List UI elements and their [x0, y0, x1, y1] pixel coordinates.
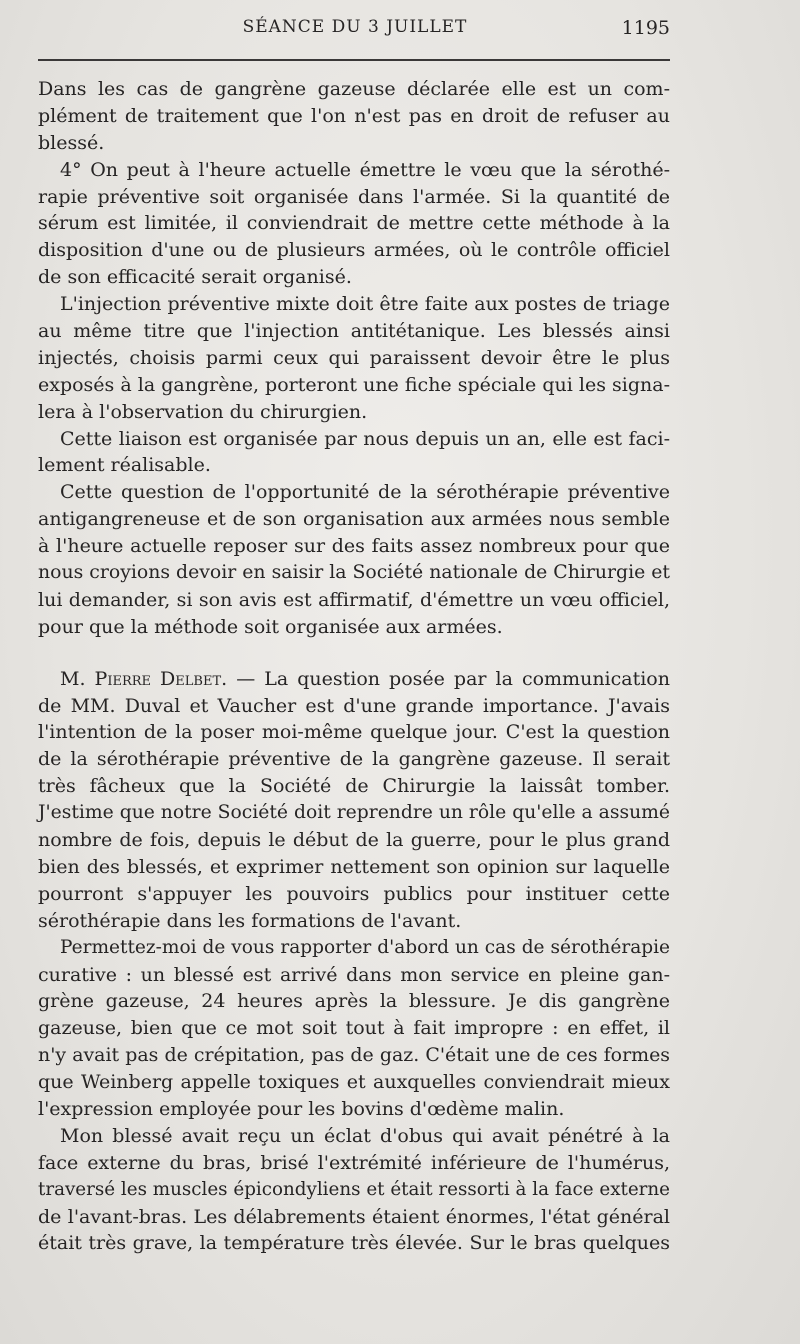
text-line: L'injection préventive mixte doit être faite aux postes de triage	[60, 293, 670, 316]
text-line: au même titre que l'injection antitétanique. Les blessés ainsi	[38, 320, 670, 343]
paragraph-8	[38, 1123, 670, 1257]
page-header	[40, 17, 670, 47]
text-line: de MM. Duval et Vaucher est d'une grande importance. J'avais	[38, 694, 670, 717]
text-line: gazeuse, bien que ce mot soit tout à fait impropre : en effet, il	[38, 1017, 670, 1040]
paragraph-6	[38, 666, 670, 935]
text-line: lui demander, si son avis est affirmatif, d'émettre un vœu officiel,	[38, 588, 670, 611]
text-line: n'y avait pas de crépitation, pas de gaz. C'était une de ces formes	[38, 1044, 670, 1067]
text-line: pourront s'appuyer les pouvoirs publics pour instituer cette	[38, 882, 670, 905]
text-line: sérum est limitée, il conviendrait de mettre cette méthode à la	[38, 212, 670, 235]
paragraph-3	[38, 291, 670, 425]
text-line: traversé les muscles épicondyliens et était ressorti à la face externe	[38, 1178, 670, 1200]
body-text	[38, 76, 670, 1257]
text-line: Permettez-moi de vous rapporter d'abord un cas de sérothérapie	[60, 936, 670, 958]
text-line: Cette liaison est organisée par nous depuis un an, elle est faci-	[60, 427, 670, 450]
text-line: était très grave, la température très élevée. Sur le bras quelques	[38, 1232, 670, 1255]
text-line: lera à l'observation du chirurgien.	[38, 400, 368, 423]
text-line: injectés, choisis parmi ceux qui paraissent devoir être le plus	[38, 346, 670, 369]
paragraph-2	[38, 157, 670, 291]
text-line: sérothérapie dans les formations de l'avant.	[38, 909, 462, 932]
text-line: de l'avant-bras. Les délabrements étaient énormes, l'état général	[38, 1205, 670, 1228]
text-line: Dans les cas de gangrène gazeuse déclarée elle est un com-	[38, 78, 670, 100]
text-line: blessé.	[38, 131, 105, 154]
text-line: face externe du bras, brisé l'extrémité inférieure de l'humérus,	[38, 1151, 670, 1174]
text-line: Mon blessé avait reçu un éclat d'obus qui avait pénétré à la	[60, 1124, 670, 1147]
text-line: pour que la méthode soit organisée aux armées.	[38, 615, 503, 638]
text-line: exposés à la gangrène, porteront une fiche spéciale qui les signa-	[38, 373, 670, 396]
text-line: de la sérothérapie préventive de la gangrène gazeuse. Il serait	[38, 748, 670, 771]
text-line: à l'heure actuelle reposer sur des faits assez nombreux pour que	[38, 535, 670, 558]
paragraph-4	[38, 426, 670, 480]
page-number: 1195	[621, 17, 670, 39]
running-head: SÉANCE DU 3 JUILLET	[242, 17, 468, 37]
text-line: très fâcheux que la Société de Chirurgie la laissât tomber.	[38, 775, 670, 798]
text-line: rapie préventive soit organisée dans l'armée. Si la quantité de	[38, 185, 670, 208]
text-line: l'intention de la poser moi-même quelque jour. C'est la question	[38, 721, 670, 744]
text-line: disposition d'une ou de plusieurs armées, où le contrôle officiel	[38, 239, 670, 262]
text-line	[38, 666, 670, 693]
text-line: Cette question de l'opportunité de la sérothérapie préventive	[60, 481, 670, 504]
section-gap	[38, 641, 670, 666]
text-line: bien des blessés, et exprimer nettement son opinion sur laquelle	[38, 855, 670, 878]
text-line: grène gazeuse, 24 heures après la blessure. Je dis gangrène	[38, 990, 670, 1013]
header-rule	[38, 59, 670, 61]
text-line: de son efficacité serait organisé.	[38, 266, 352, 289]
text-line: plément de traitement que l'on n'est pas en droit de refuser au	[38, 104, 670, 127]
text-line: l'expression employée pour les bovins d'œdème malin.	[38, 1097, 565, 1120]
speaker-text: — La question posée par la communication	[227, 667, 670, 690]
text-line: nombre de fois, depuis le début de la guerre, pour le plus grand	[38, 829, 670, 852]
text-line: lement réalisable.	[38, 454, 211, 477]
paragraph-7	[38, 935, 670, 1123]
text-line: nous croyions devoir en saisir la Société nationale de Chirurgie et	[38, 562, 670, 584]
speaker-name: M. Pierre Delbet.	[60, 667, 228, 690]
text-line: curative : un blessé est arrivé dans mon service en pleine gan-	[38, 963, 670, 986]
text-line: J'estime que notre Société doit reprendre un rôle qu'elle a assumé	[38, 802, 670, 824]
text-line: 4° On peut à l'heure actuelle émettre le vœu que la sérothé-	[60, 158, 670, 181]
paragraph-5	[38, 479, 670, 640]
text-line: que Weinberg appelle toxiques et auxquelles conviendrait mieux	[38, 1071, 670, 1094]
text-line: antigangreneuse et de son organisation aux armées nous semble	[38, 508, 670, 531]
paragraph-1	[38, 76, 670, 157]
